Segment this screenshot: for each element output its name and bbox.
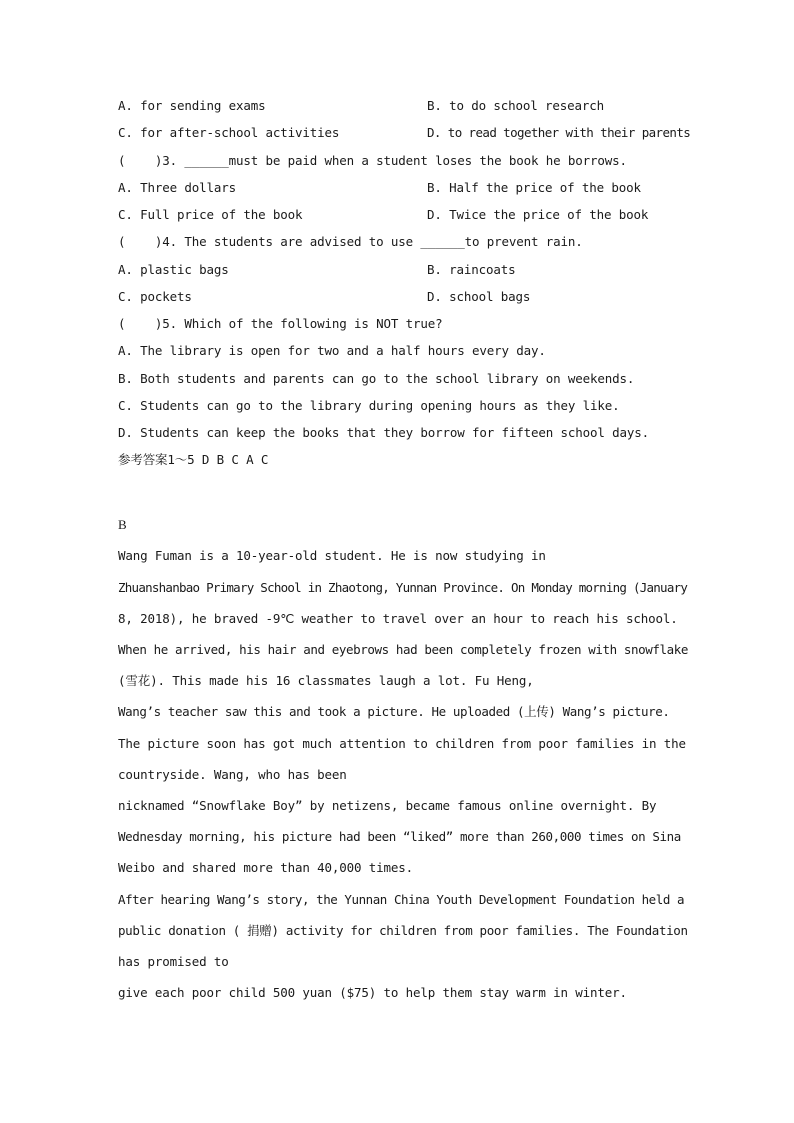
q4-stem: ( )4. The students are advised to use ______to prevent rain.: [118, 234, 583, 249]
passage-line: When he arrived, his hair and eyebrows had been completely frozen with snowflake: [118, 642, 689, 657]
q2-option-d: D. to read together with their parents: [427, 125, 691, 140]
passage-line: 8, 2018), he braved -9℃ weather to travel over an hour to reach his school.: [118, 611, 678, 626]
q5-option-d: D. Students can keep the books that they borrow for fifteen school days.: [118, 425, 650, 440]
q3-option-b: B. Half the price of the book: [427, 180, 641, 195]
q5-option-a: A. The library is open for two and a half hours every day.: [118, 343, 546, 358]
passage-line: After hearing Wang’s story, the Yunnan China Youth Development Foundation held a: [118, 892, 685, 907]
passage-line: Wang Fuman is a 10-year-old student. He is now studying in: [118, 548, 546, 563]
q4-option-b: B. raincoats: [427, 262, 516, 277]
q3-option-a: A. Three dollars: [118, 180, 237, 195]
q4-option-c: C. pockets: [118, 289, 192, 304]
q3-option-c: C. Full price of the book: [118, 207, 303, 222]
passage-line: Wang’s teacher saw this and took a picture. He uploaded (上传) Wang’s picture.: [118, 704, 670, 719]
q5-option-c: C. Students can go to the library during opening hours as they like.: [118, 398, 620, 413]
passage-line: Zhuanshanbao Primary School in Zhaotong, Yunnan Province. On Monday morning (January: [118, 580, 688, 595]
q4-option-d: D. school bags: [427, 289, 531, 304]
answer-key: 参考答案1～5 D B C A C: [118, 452, 269, 467]
q3-stem: ( )3. ______must be paid when a student loses the book he borrows.: [118, 153, 627, 168]
passage-line: give each poor child 500 yuan ($75) to help them stay warm in winter.: [118, 985, 627, 1000]
q5-option-b: B. Both students and parents can go to the school library on weekends.: [118, 371, 635, 386]
passage-line: Wednesday morning, his picture had been “liked” more than 260,000 times on Sina: [118, 829, 681, 844]
q3-option-d: D. Twice the price of the book: [427, 207, 649, 222]
passage-line: nicknamed “Snowflake Boy” by netizens, became famous online overnight. By: [118, 798, 657, 813]
section-label: B: [118, 517, 127, 532]
passage-line: (雪花). This made his 16 classmates laugh a lot. Fu Heng,: [118, 673, 534, 688]
passage-line: The picture soon has got much attention to children from poor families in the: [118, 736, 686, 751]
q5-stem: ( )5. Which of the following is NOT true?: [118, 316, 443, 331]
passage-line: public donation ( 捐赠) activity for children from poor families. The Foundation: [118, 923, 688, 938]
passage-line: has promised to: [118, 954, 229, 969]
q2-option-b: B. to do school research: [427, 98, 605, 113]
q4-option-a: A. plastic bags: [118, 262, 229, 277]
passage-line: Weibo and shared more than 40,000 times.: [118, 860, 414, 875]
q2-option-c: C. for after-school activities: [118, 125, 340, 140]
q2-option-a: A. for sending exams: [118, 98, 266, 113]
passage-line: countryside. Wang, who has been: [118, 767, 347, 782]
